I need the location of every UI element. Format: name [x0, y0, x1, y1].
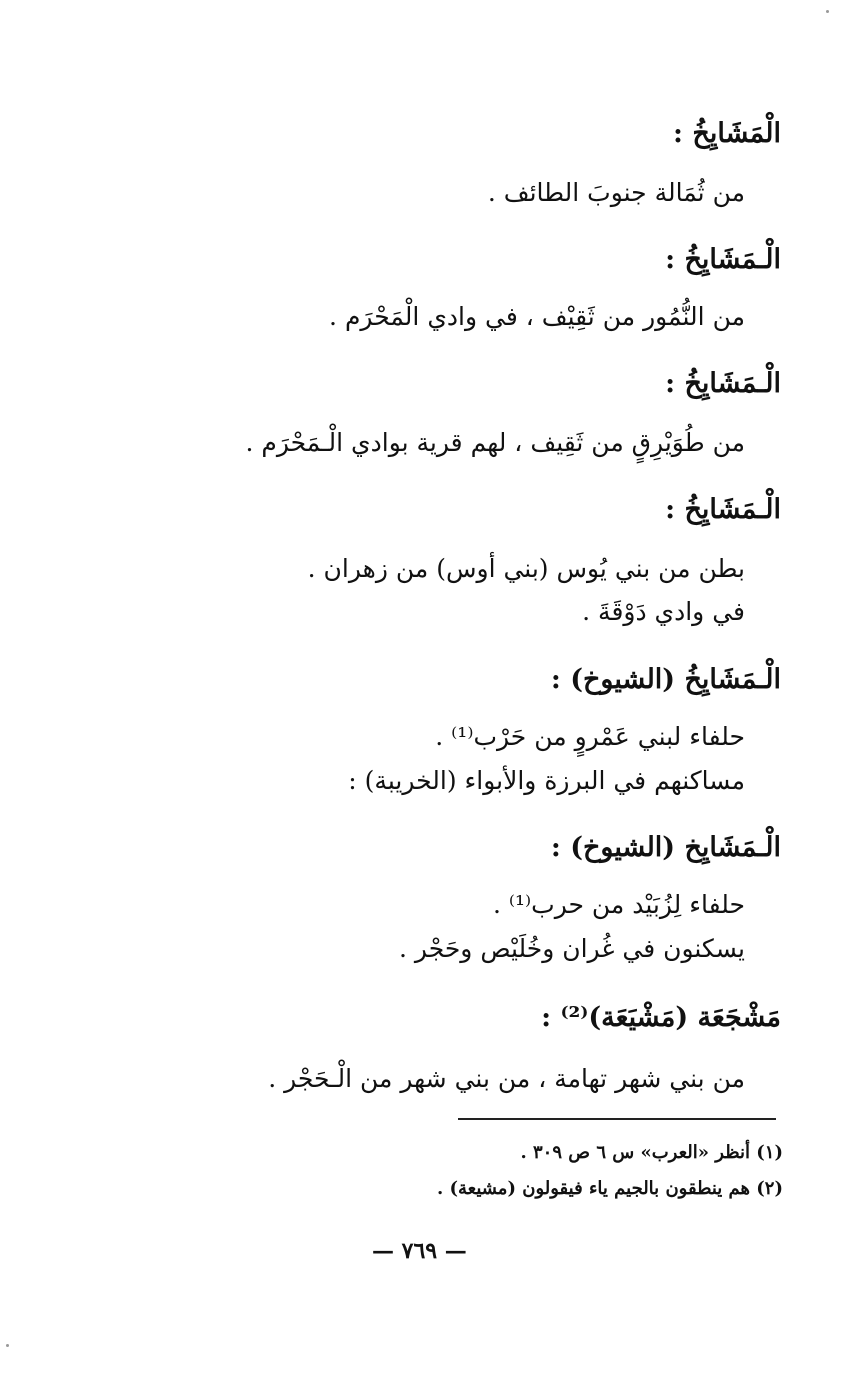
entry-line: من النُّمُور من ثَقِيْف ، في وادي الْمَحْرَم .	[329, 302, 745, 331]
entry-line: يسكنون في غُران وخُلَيْص وحَجْر .	[399, 934, 745, 963]
entry-heading: الْمَشَايِخُ :	[673, 118, 781, 149]
footnote: (٢) هم ينطقون بالجيم ياء فيقولون (مشيعة) .	[436, 1178, 783, 1199]
entry-line: حلفاء لبني عَمْروٍ من حَرْب⁽¹⁾ .	[435, 722, 745, 751]
scan-speck	[6, 1344, 9, 1347]
entry-heading: الْـمَشَايِخ (الشيوخ) :	[550, 832, 781, 863]
entry-heading: مَشْجَعَة (مَشْيَعَة)⁽²⁾ :	[541, 1002, 781, 1033]
entry-line: مساكنهم في البرزة والأبواء (الخريبة) :	[348, 766, 745, 795]
entry-line: بطن من بني يُوس (بني أوس) من زهران .	[307, 554, 745, 583]
entry-line: من ثُمَالة جنوبَ الطائف .	[487, 178, 745, 207]
entry-heading: الْـمَشَايِخُ :	[665, 494, 781, 525]
entry-heading: الْـمَشَايِخُ :	[665, 368, 781, 399]
entry-heading: الْـمَشَايِخُ :	[665, 244, 781, 275]
entry-line: من طُوَيْرِقٍ من ثَقِيف ، لهم قرية بوادي الْـمَحْرَم .	[245, 428, 745, 457]
scan-speck	[826, 10, 829, 13]
entry-line: حلفاء لِزُبَيْد من حرب⁽¹⁾ .	[492, 890, 745, 919]
page-number: — ٧٦٩ —	[372, 1238, 467, 1264]
footnote: (١) أنظر «العرب» س ٦ ص ٣٠٩ .	[520, 1142, 783, 1163]
entry-heading: الْـمَشَايِخُ (الشيوخ) :	[550, 664, 781, 695]
entry-line: من بني شهر تهامة ، من بني شهر من الْـحَجْر .	[268, 1064, 745, 1093]
entry-line: في وادي دَوْقَةَ .	[582, 597, 745, 626]
footnote-divider	[458, 1118, 776, 1120]
